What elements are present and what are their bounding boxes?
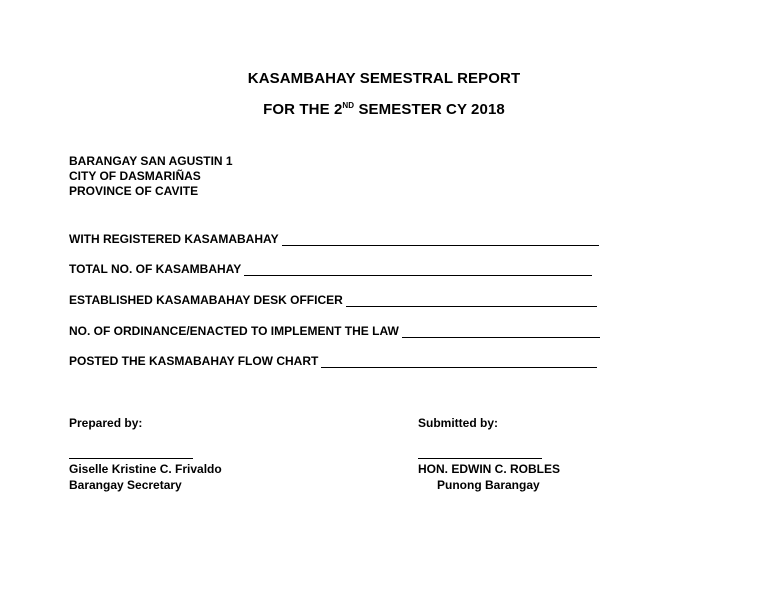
submitted-by-name: HON. EDWIN C. ROBLES xyxy=(418,462,561,476)
subtitle-suffix: SEMESTER CY 2018 xyxy=(354,101,505,118)
submitted-by-position: Punong Barangay xyxy=(437,478,540,492)
field-flow-chart xyxy=(69,354,597,368)
submitted-signature-line[interactable] xyxy=(418,458,542,459)
report-subtitle xyxy=(0,101,768,118)
prepared-by-position: Barangay Secretary xyxy=(69,478,182,492)
submitted-by-label: Submitted by: xyxy=(418,416,498,430)
field-desk-officer xyxy=(69,293,597,307)
field-ordinance-blank[interactable] xyxy=(402,326,600,338)
field-total-label: TOTAL NO. OF KASAMBAHAY xyxy=(69,262,242,276)
field-flow-chart-label: POSTED THE KASMABAHAY FLOW CHART xyxy=(69,354,319,368)
address-barangay: BARANGAY SAN AGUSTIN 1 xyxy=(69,154,233,168)
field-flow-chart-blank[interactable] xyxy=(321,356,597,368)
prepared-by-name: Giselle Kristine C. Frivaldo xyxy=(69,462,222,476)
prepared-signature-line[interactable] xyxy=(69,458,193,459)
subtitle-prefix: FOR THE 2 xyxy=(263,101,343,118)
field-ordinance-label: NO. OF ORDINANCE/ENACTED TO IMPLEMENT THE LAW xyxy=(69,324,399,338)
address-province: PROVINCE OF CAVITE xyxy=(69,184,199,198)
field-total-blank[interactable] xyxy=(244,264,592,276)
field-registered-blank[interactable] xyxy=(282,234,599,246)
field-registered xyxy=(69,232,599,246)
subtitle-superscript: ND xyxy=(342,101,355,110)
prepared-by-label: Prepared by: xyxy=(69,416,143,430)
field-ordinance xyxy=(69,324,600,338)
address-block xyxy=(69,154,233,199)
field-desk-officer-label: ESTABLISHED KASAMABAHAY DESK OFFICER xyxy=(69,293,343,307)
field-total xyxy=(69,262,592,276)
field-desk-officer-blank[interactable] xyxy=(346,295,597,307)
field-registered-label: WITH REGISTERED KASAMABAHAY xyxy=(69,232,279,246)
address-city: CITY OF DASMARIÑAS xyxy=(69,169,201,183)
report-title: KASAMBAHAY SEMESTRAL REPORT xyxy=(247,70,521,87)
